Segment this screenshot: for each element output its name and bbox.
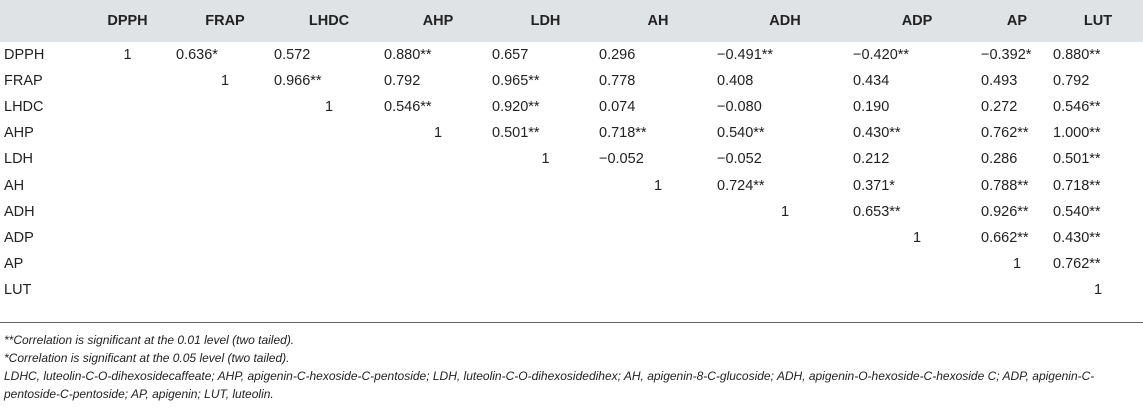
- table-cell: −0.052: [717, 151, 762, 168]
- table-cell: −0.420**: [853, 47, 910, 64]
- row-label: ADP: [4, 229, 34, 246]
- table-cell: [853, 251, 981, 277]
- table-cell: [492, 172, 599, 198]
- table-cell: 0.572: [274, 47, 311, 64]
- table-cell: 0.546**: [1053, 99, 1101, 116]
- table-cell: 1: [1093, 281, 1103, 298]
- table-cell: [384, 251, 492, 277]
- table-footnotes: [4, 331, 1139, 403]
- table-row-ldh: [0, 146, 1143, 172]
- table-cell: [599, 199, 717, 225]
- table-cell: [79, 199, 176, 225]
- column-header-adp: ADP: [901, 13, 933, 29]
- table-cell: 0.662**: [981, 229, 1029, 246]
- table-cell: 0.880**: [384, 47, 432, 64]
- table-row-lhdc: [0, 94, 1143, 120]
- table-cell: 0.657: [492, 47, 529, 64]
- table-cell: [274, 199, 384, 225]
- table-cell: [492, 199, 599, 225]
- table-cell: −0.392*: [981, 47, 1032, 64]
- table-cell: [492, 225, 599, 251]
- table-cell: 0.540**: [717, 125, 765, 142]
- table-cell: [176, 225, 274, 251]
- table-cell: [79, 225, 176, 251]
- table-cell: 0.430**: [1053, 229, 1101, 246]
- row-label: FRAP: [4, 73, 43, 90]
- table-cell: 1: [123, 47, 132, 64]
- table-cell: 0.272: [981, 99, 1018, 116]
- table-cell: 0.762**: [981, 125, 1029, 142]
- row-label: LHDC: [4, 99, 44, 116]
- table-cell: 0.762**: [1053, 255, 1101, 272]
- table-cell: [717, 251, 853, 277]
- table-row-adh: [0, 199, 1143, 225]
- table-cell: [981, 277, 1053, 303]
- table-cell: [384, 277, 492, 303]
- table-cell: [79, 146, 176, 172]
- table-row-adp: [0, 225, 1143, 251]
- row-label: AHP: [4, 125, 34, 142]
- table-cell: [274, 146, 384, 172]
- table-cell: 0.546**: [384, 99, 432, 116]
- row-label: LUT: [4, 281, 32, 298]
- table-cell: 1: [433, 125, 443, 142]
- column-header-frap: FRAP: [205, 13, 245, 29]
- table-cell: 0.286: [981, 151, 1018, 168]
- table-cell: 0.966**: [274, 73, 322, 90]
- table-cell: [176, 120, 274, 146]
- row-label: AH: [4, 177, 25, 194]
- table-cell: [79, 120, 176, 146]
- row-label: LDH: [4, 151, 34, 168]
- table-cell: 0.926**: [981, 203, 1029, 220]
- row-label: DPPH: [4, 47, 45, 64]
- table-cell: 0.190: [853, 99, 890, 116]
- row-label: AP: [4, 255, 24, 272]
- table-cell: 0.788**: [981, 177, 1029, 194]
- table-cell: 0.920**: [492, 99, 540, 116]
- table-row-ah: [0, 172, 1143, 198]
- table-row-lut: [0, 277, 1143, 303]
- table-cell: [79, 94, 176, 120]
- table-cell: 1: [220, 73, 230, 90]
- table-cell: [492, 251, 599, 277]
- table-cell: 0.792: [384, 73, 421, 90]
- table-cell: 0.501**: [492, 125, 540, 142]
- table-cell: 0.296: [599, 47, 636, 64]
- table-cell: [176, 199, 274, 225]
- table-cell: 0.724**: [717, 177, 765, 194]
- table-cell: 0.493: [981, 73, 1018, 90]
- table-cell: 0.718**: [1053, 177, 1101, 194]
- table-cell: [274, 251, 384, 277]
- table-cell: [384, 199, 492, 225]
- table-cell: 0.778: [599, 73, 636, 90]
- table-body: [0, 42, 1143, 303]
- table-cell: [717, 277, 853, 303]
- table-cell: 0.792: [1053, 73, 1090, 90]
- column-header-lut: LUT: [1083, 13, 1113, 29]
- table-cell: 1: [1012, 255, 1022, 272]
- table-cell: [384, 146, 492, 172]
- table-cell: [79, 277, 176, 303]
- table-cell: [176, 94, 274, 120]
- table-cell: [79, 172, 176, 198]
- table-cell: 0.718**: [599, 125, 647, 142]
- table-cell: 0.430**: [853, 125, 901, 142]
- table-cell: [176, 172, 274, 198]
- table-row-dpph: [0, 42, 1143, 68]
- table-cell: [384, 225, 492, 251]
- table-cell: 0.408: [717, 73, 754, 90]
- table-cell: 0.074: [599, 99, 636, 116]
- table-cell: [274, 277, 384, 303]
- table-cell: [176, 277, 274, 303]
- table-cell: [492, 277, 599, 303]
- column-header-dpph: DPPH: [107, 13, 148, 29]
- header-row: [0, 0, 1143, 42]
- table-cell: −0.491**: [717, 47, 774, 64]
- table-row-ap: [0, 251, 1143, 277]
- table-cell: [274, 225, 384, 251]
- table-row-frap: [0, 68, 1143, 94]
- column-header-ah: AH: [647, 13, 669, 29]
- table-cell: 0.434: [853, 73, 890, 90]
- table-cell: [599, 277, 717, 303]
- row-label: ADH: [4, 203, 35, 220]
- footnote: LDHC, luteolin-C-O-dihexosidecaffeate; AHP, apigenin-C-hexoside-C-pentoside; LDH, luteolin-C-O-dihexosidedihex; AH, apigenin-8-C-glucoside; ADH, apigenin-O-hexoside-C-hexoside C; ADP, apigenin-C-pentoside-C-pentoside; AP, apigenin; LUT, luteolin.: [4, 369, 1095, 401]
- table-cell: 1: [912, 229, 922, 246]
- column-header-lhdc: LHDC: [308, 13, 350, 29]
- table-cell: 0.880**: [1053, 47, 1101, 64]
- table-cell: −0.052: [599, 151, 644, 168]
- footnote: **Correlation is significant at the 0.01 level (two tailed).: [4, 333, 295, 347]
- table-cell: [599, 225, 717, 251]
- table-cell: 0.965**: [492, 73, 540, 90]
- table-cell: [274, 120, 384, 146]
- table-cell: 0.371*: [853, 177, 895, 194]
- footnote: *Correlation is significant at the 0.05 level (two tailed).: [4, 351, 290, 365]
- table-cell: 1: [541, 151, 550, 168]
- table-cell: [717, 225, 853, 251]
- table-row-ahp: [0, 120, 1143, 146]
- table-cell: 0.540**: [1053, 203, 1101, 220]
- table-cell: [853, 277, 981, 303]
- table-bottom-rule: [0, 322, 1143, 323]
- table-cell: 1: [780, 203, 790, 220]
- table-cell: [176, 146, 274, 172]
- column-header-adh: ADH: [769, 13, 801, 29]
- table-cell: 1: [324, 99, 334, 116]
- table-cell: 0.501**: [1053, 151, 1101, 168]
- column-header-ap: AP: [1006, 13, 1028, 29]
- corner-cell: [0, 0, 79, 42]
- table-cell: −0.080: [717, 99, 762, 116]
- table-cell: [176, 251, 274, 277]
- table-cell: 1: [653, 177, 663, 194]
- column-header-ahp: AHP: [422, 13, 454, 29]
- table-cell: [274, 172, 384, 198]
- table-cell: [79, 68, 176, 94]
- table-cell: 0.636*: [176, 47, 218, 64]
- table-cell: 1.000**: [1053, 125, 1101, 142]
- table-cell: [79, 251, 176, 277]
- table-cell: [599, 251, 717, 277]
- table-cell: 0.212: [853, 151, 890, 168]
- table-cell: [384, 172, 492, 198]
- column-header-ldh: LDH: [530, 13, 561, 29]
- table-cell: 0.653**: [853, 203, 901, 220]
